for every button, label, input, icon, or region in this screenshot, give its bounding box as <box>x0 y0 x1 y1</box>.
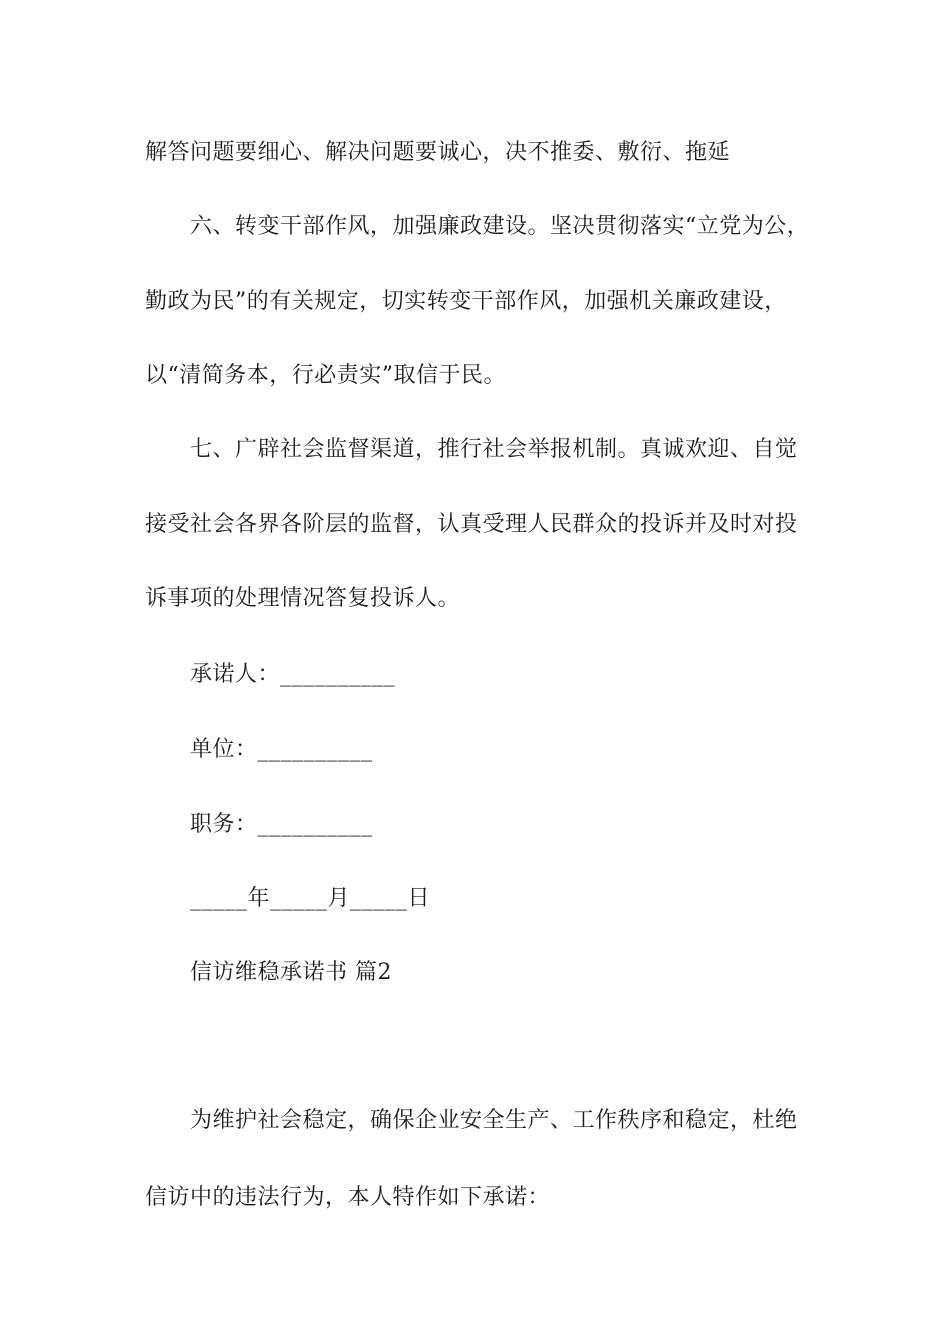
section-title: 信访维稳承诺书 篇2 <box>190 960 392 985</box>
paragraph-line: 解答问题要细心、解决问题要诚心，决不推委、敷衍、拖延 <box>145 140 731 165</box>
item-seven-line-2: 接受社会各界各阶层的监督，认真受理人民群众的投诉并及时对投 <box>145 512 798 537</box>
section-line-1: 为维护社会稳定，确保企业安全生产、工作秩序和稳定，杜绝 <box>190 1108 798 1133</box>
item-six-line-1: 六、转变干部作风，加强廉政建设。坚决贯彻落实“立党为公， <box>190 214 810 239</box>
promisor-field: 承诺人：__________ <box>190 662 396 687</box>
item-seven-line-1: 七、广辟社会监督渠道，推行社会举报机制。真诚欢迎、自觉 <box>190 437 798 462</box>
position-field: 职务：__________ <box>190 812 373 837</box>
item-seven-line-3: 诉事项的处理情况答复投诉人。 <box>145 586 461 611</box>
item-six-line-2: 勤政为民”的有关规定，切实转变干部作风，加强机关廉政建设， <box>145 289 787 314</box>
section-line-2: 信访中的违法行为，本人特作如下承诺： <box>145 1185 551 1210</box>
date-field: _____年_____月_____日 <box>190 886 431 911</box>
unit-field: 单位：__________ <box>190 737 373 762</box>
item-six-line-3: 以“清简务本，行必责实”取信于民。 <box>145 363 506 388</box>
